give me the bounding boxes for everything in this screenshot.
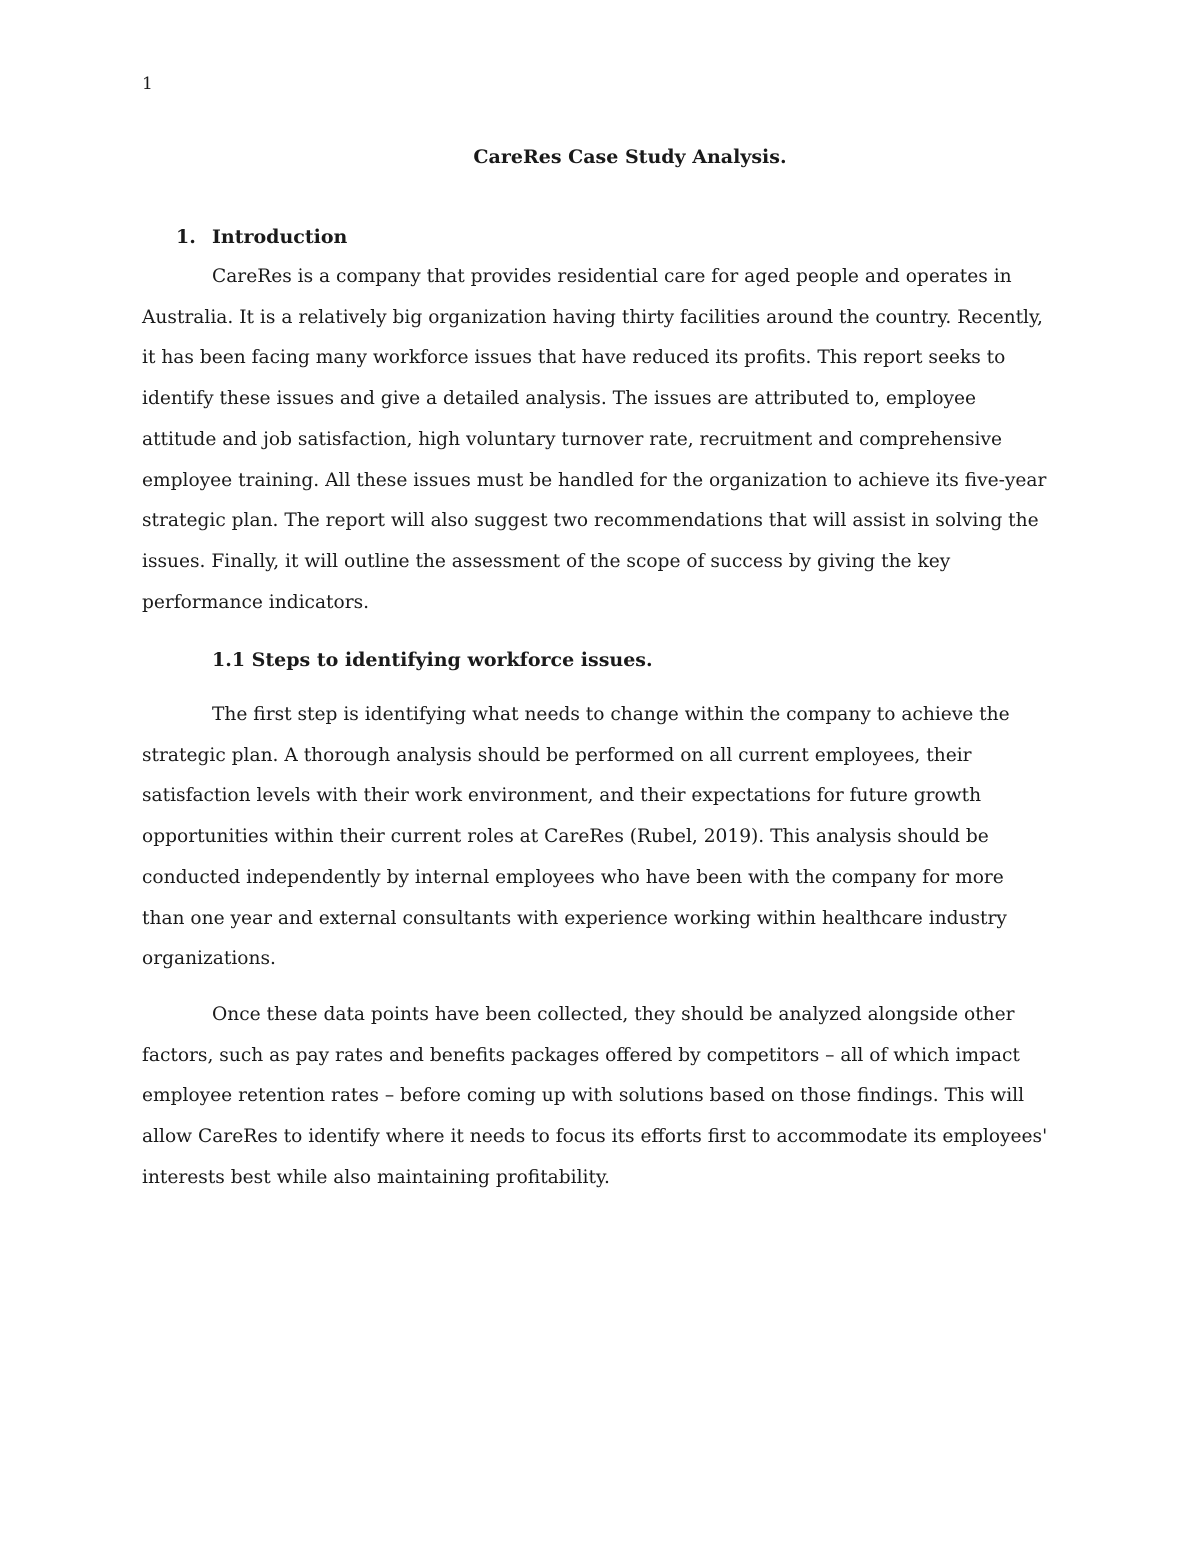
section-heading-text: Introduction	[212, 226, 348, 248]
page-number: 1	[142, 74, 153, 94]
section-number: 1.	[176, 226, 196, 248]
subsection-paragraph-2: Once these data points have been collected, they should be analyzed alongside other factors, such as pay rates and benefits packages offered by competitors – all of which impact employee retention rates – before coming up with solutions based on those findings. This will allow CareRes to identify where it needs to focus its efforts first to accommodate its employees' interests best while also maintaining profitability.	[142, 1004, 1048, 1188]
section-heading	[176, 225, 347, 249]
subsection-heading: 1.1 Steps to identifying workforce issues.	[212, 649, 653, 671]
document-title: CareRes Case Study Analysis.	[473, 146, 787, 168]
subsection-paragraph-1: The first step is identifying what needs to change within the company to achieve the strategic plan. A thorough analysis should be performed on all current employees, their satisfaction levels with their work environment, and their expectations for future growth opportunities within their current roles at CareRes (Rubel, 2019). This analysis should be conducted independently by internal employees who have been with the company for more than one year and external consultants with experience working within healthcare industry organizations.	[142, 704, 1010, 970]
introduction-paragraph: CareRes is a company that provides residential care for aged people and operates in Australia. It is a relatively big organization having thirty facilities around the country. Recently, it has been facing many workforce issues that have reduced its profits. This report seeks to identify these issues and give a detailed analysis. The issues are attributed to, employee attitude and job satisfaction, high voluntary turnover rate, recruitment and comprehensive employee training. All these issues must be handled for the organization to achieve its five-year strategic plan. The report will also suggest two recommendations that will assist in solving the issues. Finally, it will outline the assessment of the scope of success by giving the key performance indicators.	[142, 266, 1047, 613]
